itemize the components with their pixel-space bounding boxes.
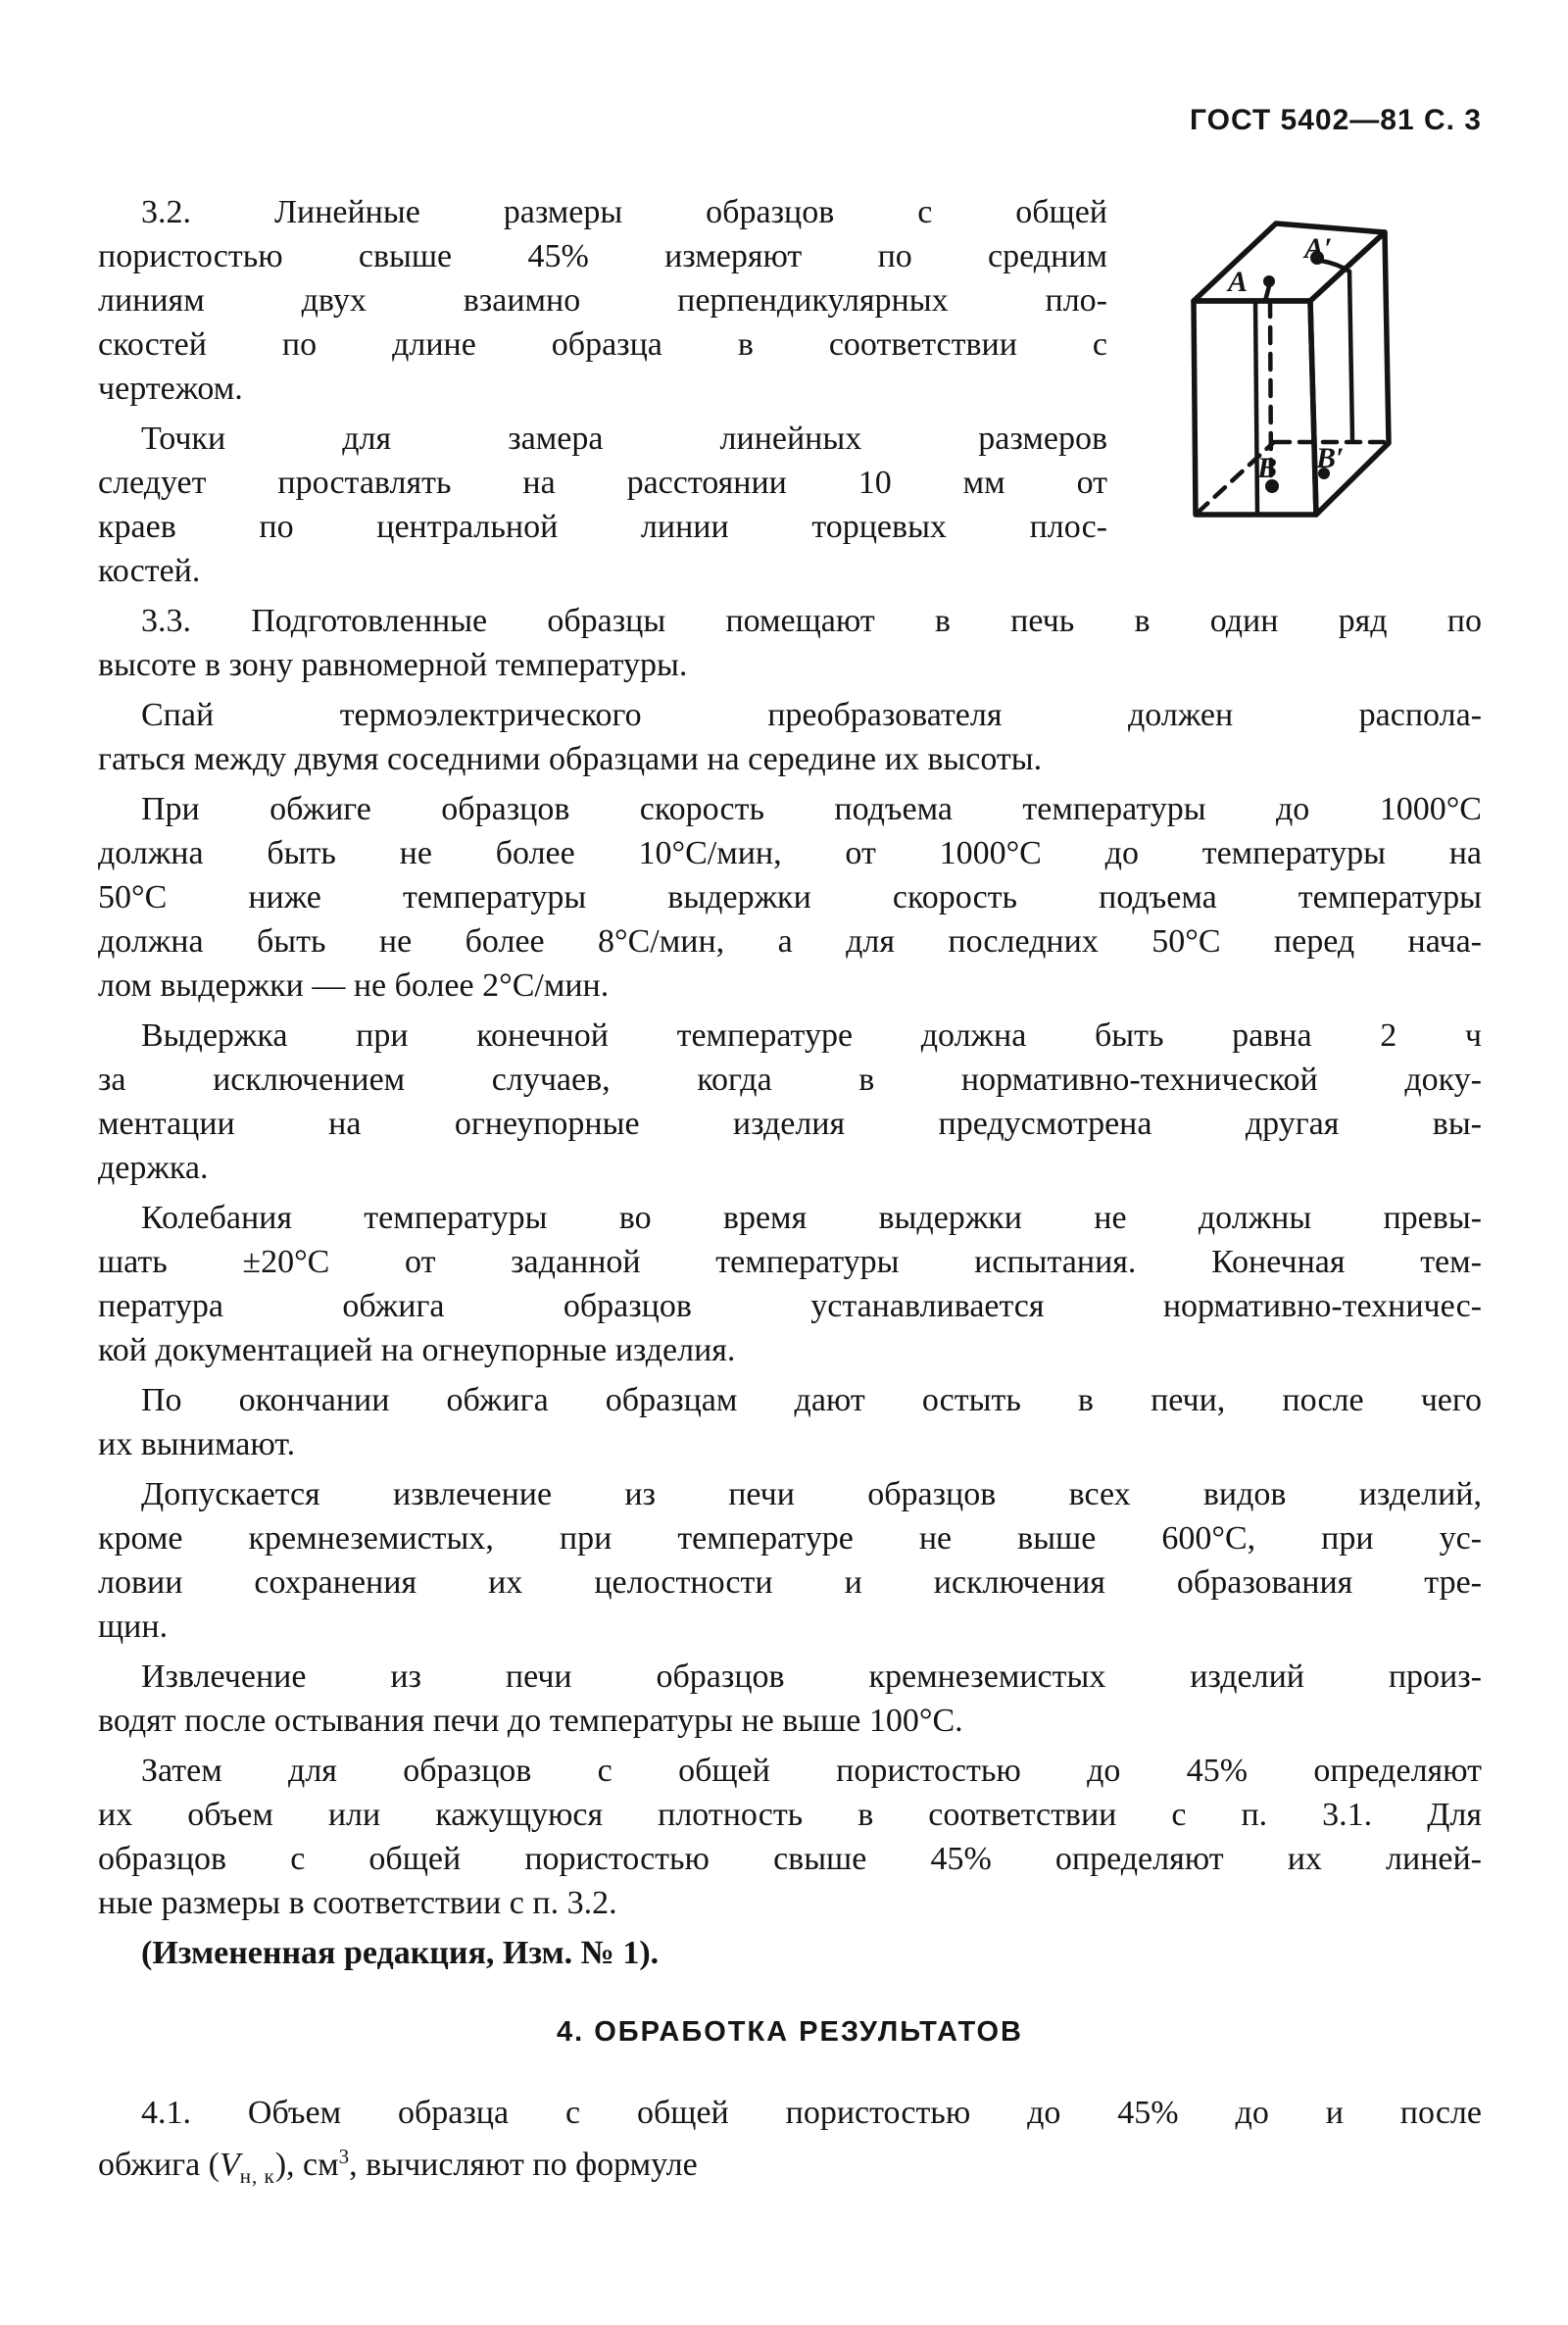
paragraph-4-1 xyxy=(98,2091,1482,2199)
paragraph xyxy=(98,693,1482,781)
text-line: Допускается извлечение из печи образцов всех видов изделий, xyxy=(141,1476,1482,1512)
paragraph xyxy=(98,1655,1482,1743)
label-b: В xyxy=(1257,452,1278,484)
side-face-middle-line xyxy=(1349,272,1352,439)
text-line: Колебания температуры во время выдержки не должны превы- xyxy=(141,1200,1482,1236)
specimen-diagram xyxy=(1181,211,1400,530)
text-line: образцов с общей пористостью свыше 45% определяют их линей- xyxy=(98,1841,1482,1877)
text-line: Точки для замера линейных размеров xyxy=(141,420,1107,457)
paragraph xyxy=(98,190,1107,411)
paragraph xyxy=(98,1472,1482,1649)
paragraph xyxy=(98,1014,1482,1190)
text-line: 4.1. Объем образца с общей пористостью до 45% до и после xyxy=(141,2095,1482,2131)
text-line: 50°С ниже температуры выдержки скорость подъема температуры xyxy=(98,879,1482,915)
cm-cubed-superscript: 3 xyxy=(338,2145,350,2168)
text-line: пористостью свыше 45% измеряют по средним xyxy=(98,238,1107,274)
text-line: водят после остывания печи до температуры не выше 100°С. xyxy=(98,1703,963,1739)
section-4-heading: 4. ОБРАБОТКА РЕЗУЛЬТАТОВ xyxy=(556,2016,1024,2048)
formula-mid: ), см xyxy=(274,2147,339,2183)
paragraph xyxy=(98,1196,1482,1372)
paragraph xyxy=(98,1749,1482,1925)
text-line: ловии сохранения их целостности и исключения образования тре- xyxy=(98,1564,1482,1601)
text-line: гаться между двумя соседними образцами на середине их высоты. xyxy=(98,741,1043,777)
text-line: 3.2. Линейные размеры образцов с общей xyxy=(141,194,1107,230)
intro-column xyxy=(98,190,1107,593)
text-line: (Измененная редакция, Изм. № 1). xyxy=(141,1935,660,1971)
text-line: костей. xyxy=(98,553,201,589)
text-line: шать ±20°С от заданной температуры испытания. Конечная тем- xyxy=(98,1244,1482,1280)
text-line: скостей по длине образца в соответствии с xyxy=(98,326,1107,363)
text-line: за исключением случаев, когда в нормативно-технической доку- xyxy=(98,1062,1482,1098)
text-line: пература обжига образцов устанавливается нормативно-техничес- xyxy=(98,1288,1482,1324)
point-a-dot xyxy=(1263,275,1275,287)
text-line: краев по центральной линии торцевых плос- xyxy=(98,509,1107,545)
label-b-prime: В′ xyxy=(1316,442,1345,474)
text-line: их объем или кажущуюся плотность в соответствии с п. 3.1. Для xyxy=(98,1797,1482,1833)
paragraph xyxy=(98,417,1107,593)
text-line: ные размеры в соответствии с п. 3.2. xyxy=(98,1885,617,1921)
text-line: Извлечение из печи образцов кремнеземистых изделий произ- xyxy=(141,1658,1482,1695)
label-a-prime: А′ xyxy=(1304,232,1333,265)
text-line: Затем для образцов с общей пористостью до 45% определяют xyxy=(141,1753,1482,1789)
formula-post: , вычисляют по формуле xyxy=(349,2147,698,2183)
text-line: лом выдержки — не более 2°С/мин. xyxy=(98,967,610,1004)
volume-symbol: V xyxy=(220,2147,240,2183)
text-line: По окончании обжига образцам дают остыть в печи, после чего xyxy=(141,1382,1482,1418)
text-line-formula xyxy=(98,2135,1482,2199)
volume-subscript: н, к xyxy=(239,2164,275,2188)
text-line: их вынимают. xyxy=(98,1426,296,1462)
text-line: 3.3. Подготовленные образцы помещают в печь в один ряд по xyxy=(141,603,1482,639)
text-line: Спай термоэлектрического преобразователя должен распола- xyxy=(141,697,1482,733)
text-line: При обжиге образцов скорость подъема температуры до 1000°С xyxy=(141,791,1482,827)
paragraph xyxy=(98,1378,1482,1466)
text-line: кроме кремнеземистых, при температуре не выше 600°С, при ус- xyxy=(98,1520,1482,1557)
text-line: высоте в зону равномерной температуры. xyxy=(98,647,688,683)
text-line: Выдержка при конечной температуре должна быть равна 2 ч xyxy=(141,1017,1482,1054)
formula-pre: обжига ( xyxy=(98,2147,220,2183)
paragraph xyxy=(98,1931,1482,1975)
text-line: должна быть не более 10°С/мин, от 1000°С до температуры на xyxy=(98,835,1482,871)
paragraph xyxy=(98,787,1482,1008)
text-line: линиям двух взаимно перпендикулярных пло- xyxy=(98,282,1107,319)
label-a: А xyxy=(1228,266,1249,298)
paragraph xyxy=(98,599,1482,687)
text-line: чертежом. xyxy=(98,371,243,407)
text-line: следует проставлять на расстоянии 10 мм от xyxy=(98,465,1107,501)
text-line: должна быть не более 8°С/мин, а для последних 50°С перед нача- xyxy=(98,923,1482,960)
text-line: держка. xyxy=(98,1150,209,1186)
text-line: кой документацией на огнеупорные изделия. xyxy=(98,1332,736,1368)
text-line: щин. xyxy=(98,1608,169,1645)
page-header: ГОСТ 5402—81 С. 3 xyxy=(1190,104,1482,136)
text-line: ментации на огнеупорные изделия предусмотрена другая вы- xyxy=(98,1106,1482,1142)
body-paragraphs xyxy=(98,599,1482,1975)
